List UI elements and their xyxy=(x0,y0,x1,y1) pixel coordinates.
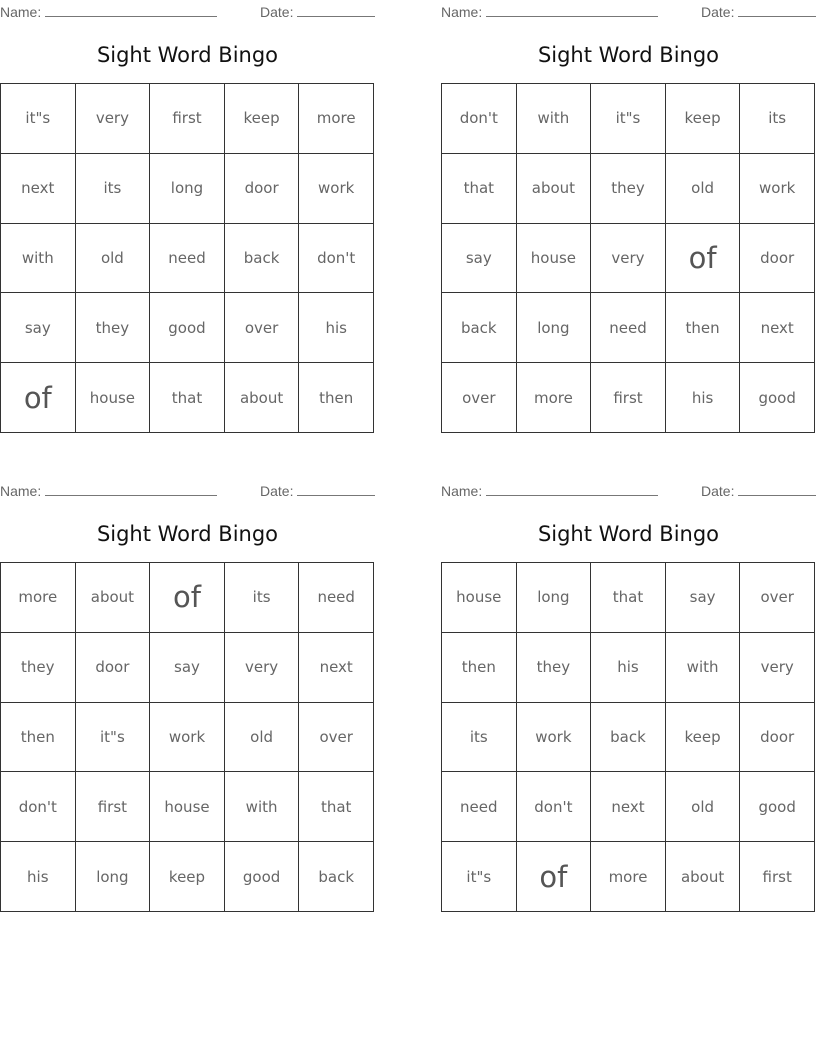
card-header xyxy=(0,481,375,499)
bingo-cell: need xyxy=(442,772,517,842)
bingo-cell: house xyxy=(442,563,517,633)
card-title: Sight Word Bingo xyxy=(96,43,279,67)
bingo-cell: his xyxy=(666,363,741,433)
bingo-cell: his xyxy=(591,633,666,703)
card-title: Sight Word Bingo xyxy=(96,522,279,546)
bingo-cell: with xyxy=(1,224,76,294)
bingo-cell: its xyxy=(76,154,151,224)
date-blank-line xyxy=(297,2,375,17)
bingo-cell: house xyxy=(150,772,225,842)
bingo-cell: more xyxy=(517,363,592,433)
bingo-cell: more xyxy=(299,84,374,154)
bingo-cell: its xyxy=(225,563,300,633)
bingo-cell: they xyxy=(591,154,666,224)
date-label: Date: xyxy=(260,4,294,20)
date-field xyxy=(701,2,816,20)
bingo-cell: don't xyxy=(299,224,374,294)
bingo-cell: about xyxy=(517,154,592,224)
bingo-cell: that xyxy=(442,154,517,224)
card-title: Sight Word Bingo xyxy=(537,43,720,67)
bingo-cell: first xyxy=(740,842,815,912)
bingo-cell: house xyxy=(76,363,151,433)
name-blank-line xyxy=(486,481,658,496)
bingo-cell: then xyxy=(1,703,76,773)
date-blank-line xyxy=(738,2,816,17)
bingo-cell: that xyxy=(591,563,666,633)
bingo-cell: long xyxy=(150,154,225,224)
bingo-cell: about xyxy=(225,363,300,433)
bingo-card-3 xyxy=(0,479,375,913)
bingo-cell: say xyxy=(666,563,741,633)
bingo-grid xyxy=(0,562,374,912)
bingo-cell: good xyxy=(740,772,815,842)
date-label: Date: xyxy=(701,4,735,20)
date-blank-line xyxy=(738,481,816,496)
name-blank-line xyxy=(45,481,217,496)
bingo-cell: work xyxy=(299,154,374,224)
bingo-cell: with xyxy=(225,772,300,842)
bingo-cell: door xyxy=(740,224,815,294)
bingo-cell: say xyxy=(442,224,517,294)
bingo-cell: need xyxy=(591,293,666,363)
bingo-cell: don't xyxy=(1,772,76,842)
bingo-cell: its xyxy=(442,703,517,773)
bingo-cell: over xyxy=(442,363,517,433)
bingo-cell: of xyxy=(1,363,76,433)
bingo-cell: work xyxy=(740,154,815,224)
bingo-cell: keep xyxy=(666,84,741,154)
bingo-cell: long xyxy=(76,842,151,912)
bingo-cell: work xyxy=(150,703,225,773)
bingo-cell: old xyxy=(225,703,300,773)
bingo-cell: old xyxy=(666,772,741,842)
bingo-cell: old xyxy=(76,224,151,294)
name-label: Name: xyxy=(0,483,42,499)
bingo-grid xyxy=(441,83,815,433)
bingo-cell: keep xyxy=(666,703,741,773)
card-title: Sight Word Bingo xyxy=(537,522,720,546)
bingo-cell: with xyxy=(666,633,741,703)
bingo-cell: of xyxy=(517,842,592,912)
bingo-cell: work xyxy=(517,703,592,773)
bingo-cell: need xyxy=(299,563,374,633)
bingo-cell: keep xyxy=(150,842,225,912)
bingo-cell: his xyxy=(299,293,374,363)
bingo-cell: of xyxy=(150,563,225,633)
bingo-cell: very xyxy=(740,633,815,703)
bingo-cell: need xyxy=(150,224,225,294)
bingo-card-4 xyxy=(441,479,816,913)
bingo-cell: back xyxy=(591,703,666,773)
bingo-cell: its xyxy=(740,84,815,154)
date-field xyxy=(260,2,375,20)
bingo-cell: with xyxy=(517,84,592,154)
date-label: Date: xyxy=(260,483,294,499)
bingo-cell: that xyxy=(150,363,225,433)
date-field xyxy=(701,481,816,499)
bingo-cell: back xyxy=(299,842,374,912)
card-header xyxy=(441,2,816,20)
bingo-card-2 xyxy=(441,0,816,434)
bingo-cell: next xyxy=(740,293,815,363)
bingo-cell: next xyxy=(299,633,374,703)
bingo-cell: over xyxy=(299,703,374,773)
card-header xyxy=(441,481,816,499)
date-field xyxy=(260,481,375,499)
bingo-cell: door xyxy=(740,703,815,773)
bingo-cell: they xyxy=(1,633,76,703)
bingo-cell: back xyxy=(442,293,517,363)
name-label: Name: xyxy=(441,4,483,20)
bingo-cell: say xyxy=(150,633,225,703)
bingo-cell: old xyxy=(666,154,741,224)
bingo-cell: it"s xyxy=(442,842,517,912)
name-label: Name: xyxy=(441,483,483,499)
name-field xyxy=(0,2,217,20)
bingo-cell: next xyxy=(1,154,76,224)
bingo-cell: long xyxy=(517,563,592,633)
bingo-cell: about xyxy=(666,842,741,912)
bingo-cell: it"s xyxy=(1,84,76,154)
bingo-cell: over xyxy=(225,293,300,363)
bingo-cell: it"s xyxy=(591,84,666,154)
bingo-cell: first xyxy=(150,84,225,154)
bingo-cell: next xyxy=(591,772,666,842)
bingo-cell: they xyxy=(517,633,592,703)
bingo-cell: very xyxy=(225,633,300,703)
bingo-cell: good xyxy=(225,842,300,912)
bingo-cell: more xyxy=(591,842,666,912)
bingo-cell: his xyxy=(1,842,76,912)
bingo-cell: more xyxy=(1,563,76,633)
bingo-cell: long xyxy=(517,293,592,363)
bingo-cell: very xyxy=(76,84,151,154)
bingo-cell: don't xyxy=(442,84,517,154)
name-label: Name: xyxy=(0,4,42,20)
bingo-cell: that xyxy=(299,772,374,842)
bingo-cell: keep xyxy=(225,84,300,154)
bingo-cell: good xyxy=(150,293,225,363)
bingo-cell: then xyxy=(299,363,374,433)
bingo-grid xyxy=(0,83,374,433)
bingo-cell: first xyxy=(76,772,151,842)
name-blank-line xyxy=(45,2,217,17)
bingo-cell: back xyxy=(225,224,300,294)
bingo-cell: good xyxy=(740,363,815,433)
bingo-cell: say xyxy=(1,293,76,363)
bingo-cell: door xyxy=(225,154,300,224)
date-label: Date: xyxy=(701,483,735,499)
name-field xyxy=(0,481,217,499)
bingo-cell: over xyxy=(740,563,815,633)
bingo-card-1 xyxy=(0,0,375,434)
bingo-cell: then xyxy=(442,633,517,703)
name-field xyxy=(441,481,658,499)
bingo-cell: very xyxy=(591,224,666,294)
bingo-cell: they xyxy=(76,293,151,363)
bingo-cell: then xyxy=(666,293,741,363)
bingo-cell: about xyxy=(76,563,151,633)
name-blank-line xyxy=(486,2,658,17)
bingo-cell: door xyxy=(76,633,151,703)
bingo-cell: don't xyxy=(517,772,592,842)
bingo-cell: first xyxy=(591,363,666,433)
bingo-grid xyxy=(441,562,815,912)
name-field xyxy=(441,2,658,20)
bingo-cell: it"s xyxy=(76,703,151,773)
date-blank-line xyxy=(297,481,375,496)
bingo-cell: house xyxy=(517,224,592,294)
bingo-cell: of xyxy=(666,224,741,294)
card-header xyxy=(0,2,375,20)
